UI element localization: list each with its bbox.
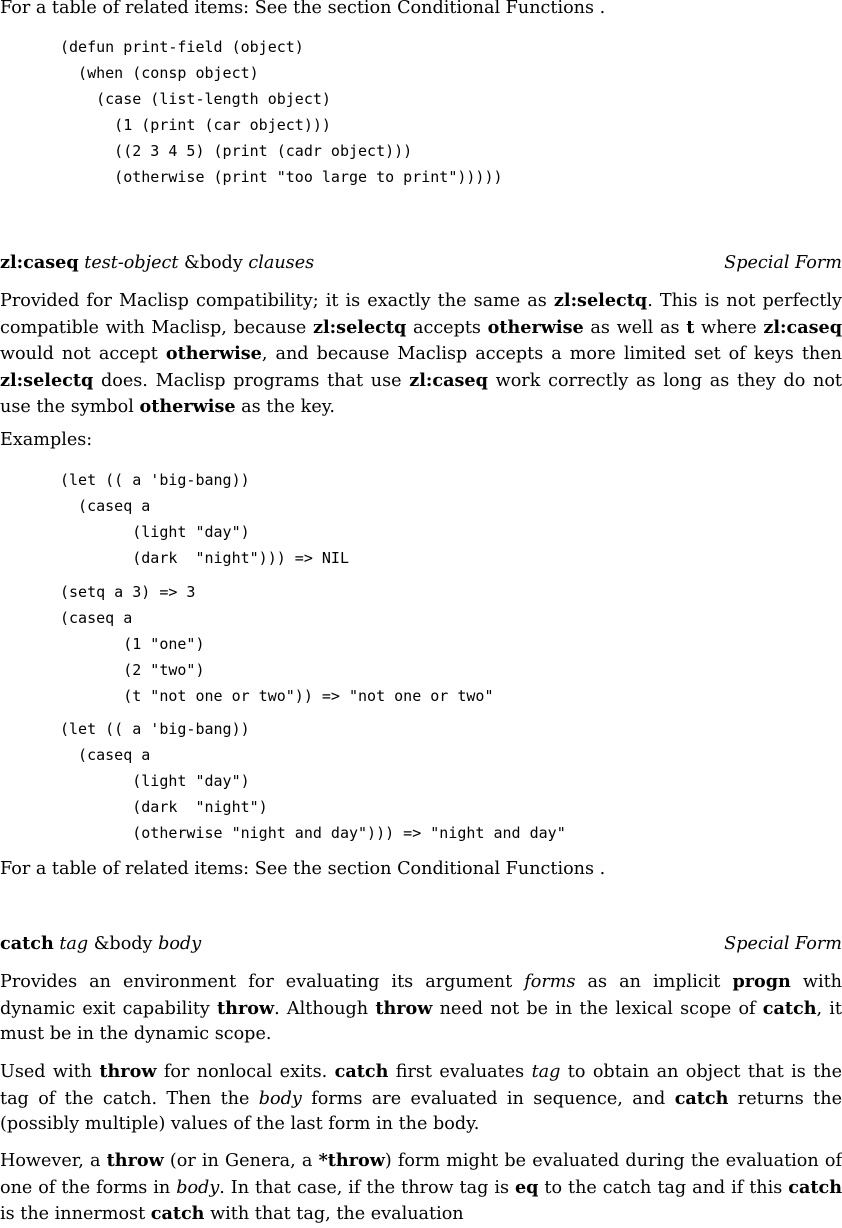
- catch-usage-paragraph: Used with throw for nonlocal exits. catch first evaluates tag to obtain an object that is the tag of the catch. Then the body forms are evaluated in sequence, and catch returns the (possibly multiple) values of the last form in the body.: [0, 1061, 842, 1134]
- italic-term: body: [258, 1088, 302, 1109]
- argument-clauses: clauses: [248, 253, 315, 273]
- italic-term: tag: [531, 1062, 561, 1082]
- italic-term: body: [176, 1177, 220, 1198]
- body-keyword: &body: [184, 253, 243, 273]
- related-items-reference: For a table of related items: See the section Conditional Functions .: [0, 859, 606, 879]
- bold-term: progn: [732, 971, 791, 992]
- bold-term: throw: [217, 997, 275, 1019]
- bold-term: t: [686, 316, 695, 338]
- bold-term: catch: [788, 1176, 842, 1198]
- caseq-definition-header: [0, 250, 842, 276]
- catch-throw-paragraph: However, a throw (or in Genera, a *throw) form might be evaluated during the evaluation of one of the forms in body. In that case, if the throw tag is eq to the catch tag and if this catch is the innermost catch with that tag, the evaluation: [0, 1150, 842, 1224]
- code-example-print-field: (defun print-field (object) (when (consp object) (case (list-length object) (1 (print (car object))) ((2 3 4 5) (print (cadr object))) (otherwise (print "too large to print"))))): [60, 38, 503, 186]
- bold-term: zl:selectq: [553, 290, 648, 311]
- definition-kind: Special Form: [724, 253, 842, 273]
- catch-description-paragraph: Provides an environment for evaluating its argument forms as an implicit progn with dynamic exit capability throw. Although throw need not be in the lexical scope of catch, it must be in the dynamic scope.: [0, 971, 842, 1044]
- caseq-description: Provided for Maclisp compatibility; it is exactly the same as zl:selectq. This is not perfectly compatible with Maclisp, because zl:selectq accepts otherwise as well as t where zl:caseq would not accept otherwise, and because Maclisp accepts a more limited set of keys then zl:selectq does. Maclisp programs that use zl:caseq work correctly as long as they do not use the symbol otherwise as the key.: [0, 290, 842, 417]
- bold-term: zl:caseq: [409, 369, 488, 391]
- catch-signature: [0, 934, 201, 954]
- bold-term: throw: [99, 1061, 157, 1082]
- function-name: catch: [0, 933, 54, 954]
- code-example-let-caseq: (let (( a 'big-bang)) (caseq a (light "day") (dark "night"))) => NIL: [60, 471, 349, 567]
- bold-term: zl:caseq: [763, 316, 842, 338]
- bold-term: eq: [514, 1176, 539, 1198]
- function-name: zl:caseq: [0, 252, 79, 273]
- bold-term: catch: [150, 1203, 205, 1224]
- code-example-setq-caseq: (setq a 3) => 3 (caseq a (1 "one") (2 "two") (t "not one or two")) => "not one or two": [60, 583, 494, 705]
- examples-label: Examples:: [0, 430, 93, 450]
- bold-term: throw: [375, 997, 433, 1019]
- argument-tag: tag: [59, 934, 89, 954]
- bold-term: otherwise: [139, 396, 236, 417]
- bold-term: zl:selectq: [0, 369, 94, 391]
- bold-term: catch: [334, 1061, 389, 1082]
- body-keyword: &body: [93, 934, 153, 954]
- bold-term: catch: [674, 1087, 729, 1109]
- bold-term: otherwise: [487, 316, 584, 338]
- code-example-otherwise: (let (( a 'big-bang)) (caseq a (light "day") (dark "night") (otherwise "night and day"))) => "night and day": [60, 720, 566, 842]
- definition-kind: Special Form: [724, 934, 842, 954]
- bold-term: zl:selectq: [313, 316, 407, 338]
- italic-term: forms: [524, 972, 576, 992]
- related-items-reference: For a table of related items: See the section Conditional Functions .: [0, 0, 606, 18]
- argument-test-object: test-object: [84, 253, 179, 273]
- bold-term: *throw: [318, 1150, 385, 1171]
- argument-body: body: [158, 934, 202, 954]
- bold-term: otherwise: [165, 343, 262, 364]
- caseq-signature: [0, 253, 314, 273]
- bold-term: catch: [762, 997, 817, 1019]
- bold-term: throw: [106, 1150, 164, 1171]
- catch-definition-header: [0, 931, 842, 957]
